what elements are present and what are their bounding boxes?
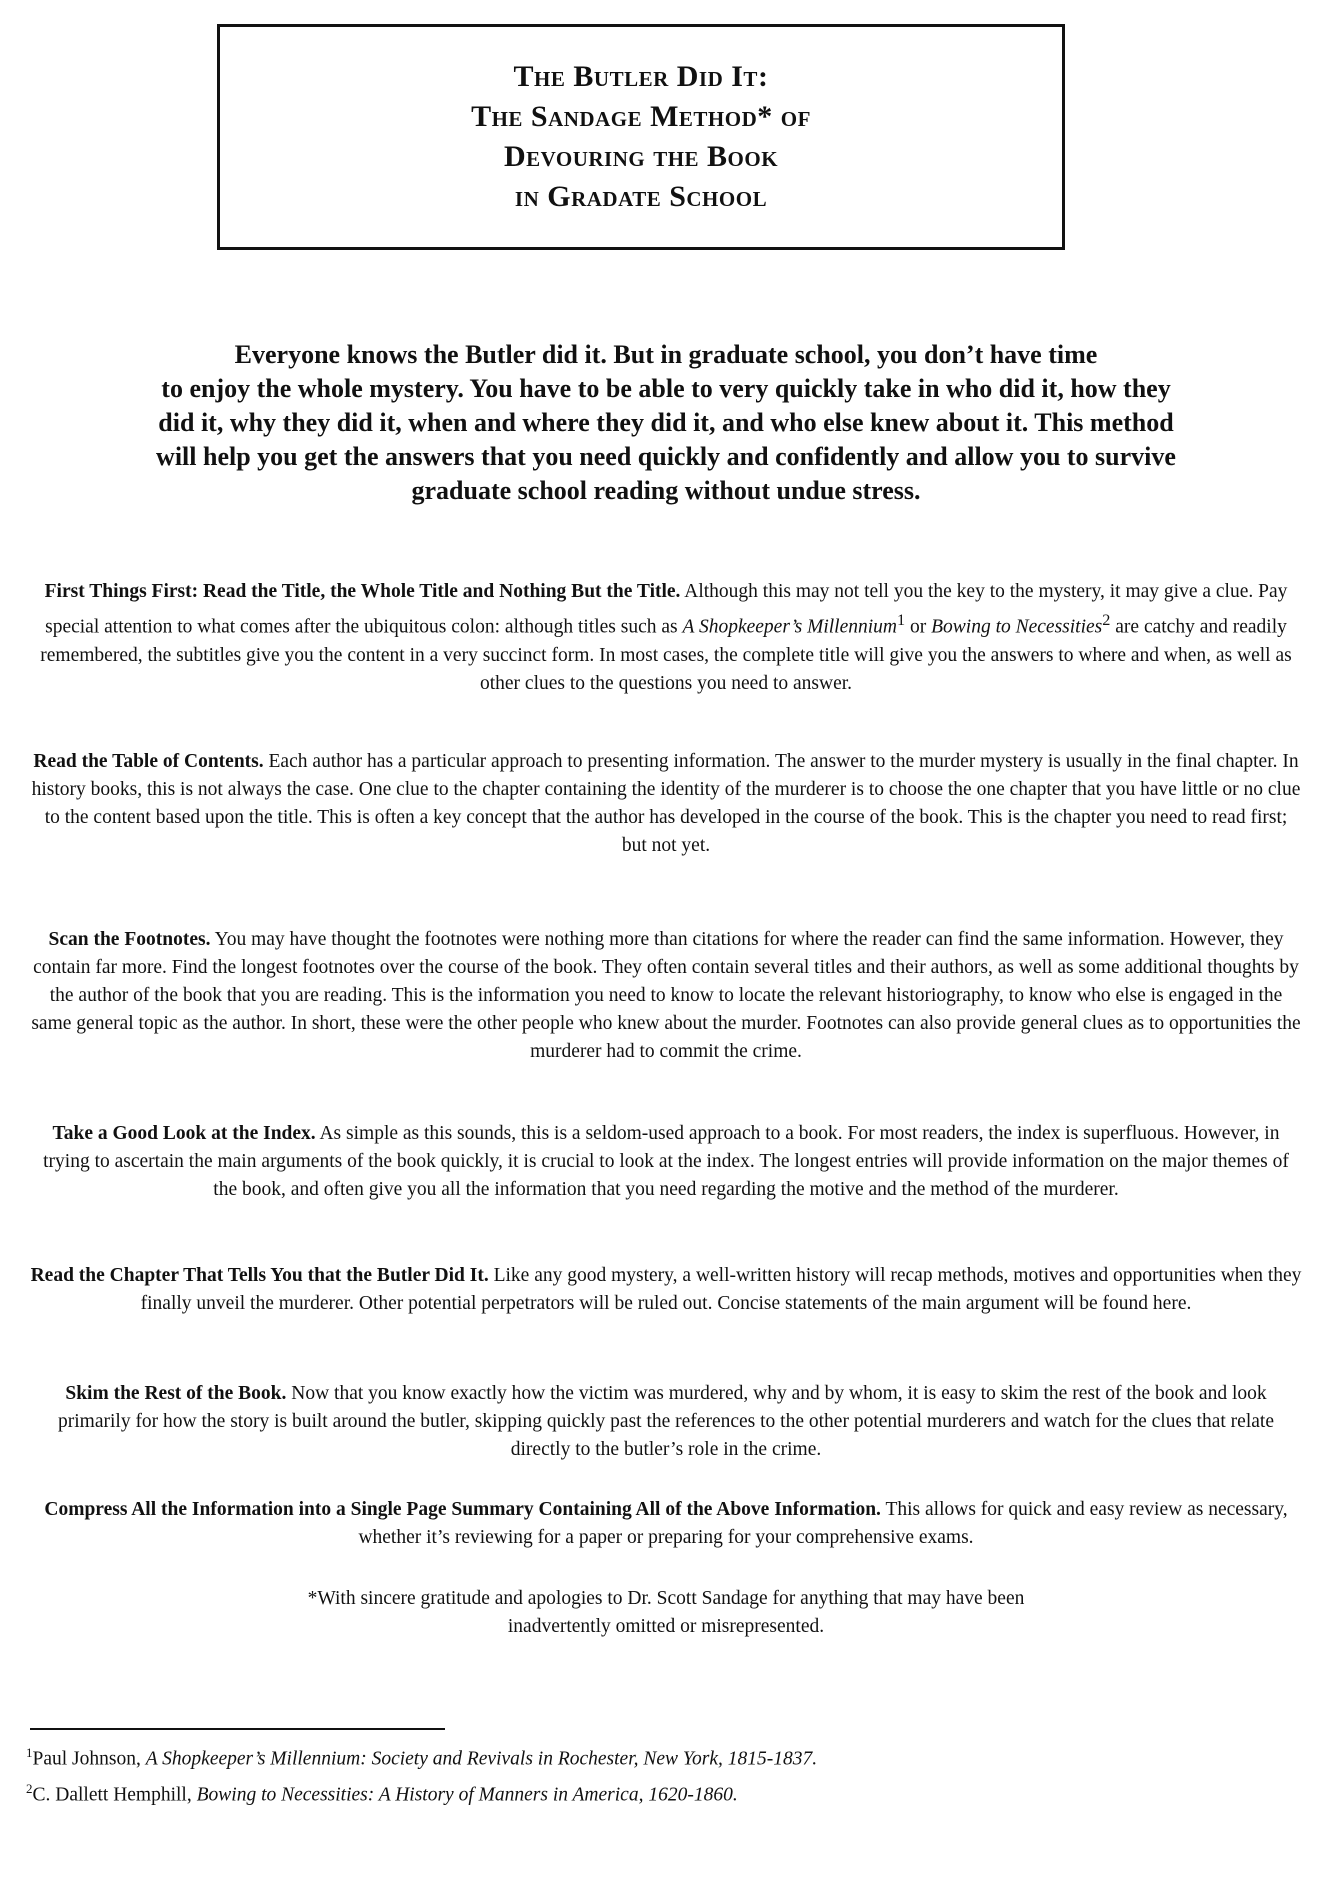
note-line: inadvertently omitted or misrepresented. bbox=[507, 1616, 825, 1637]
footnote-title: Bowing to Necessities: A History of Manners in America, 1620-1860. bbox=[196, 1784, 738, 1805]
title-line-4: in Gradate School bbox=[514, 180, 768, 213]
section-heading: Skim the Rest of the Book. bbox=[65, 1383, 287, 1404]
book-title: A Shopkeeper’s Millennium bbox=[682, 616, 897, 638]
section-heading: Take a Good Look at the Index. bbox=[52, 1123, 316, 1144]
footnote-ref: 2 bbox=[1102, 611, 1111, 629]
footnotes bbox=[26, 1738, 1126, 1809]
section-read-title bbox=[30, 578, 1302, 698]
title-line-3: Devouring the Book bbox=[503, 140, 779, 173]
section-heading: Compress All the Information into a Single Page Summary Containing All of the Above Information. bbox=[44, 1499, 881, 1520]
intro-line: will help you get the answers that you need quickly and confidently and allow you to survive bbox=[156, 442, 1176, 471]
section-compress bbox=[30, 1496, 1302, 1552]
footnote-number: 1 bbox=[26, 1745, 33, 1760]
footnote-divider bbox=[30, 1728, 445, 1730]
section-skim-rest bbox=[30, 1380, 1302, 1464]
section-index bbox=[30, 1120, 1302, 1204]
section-text: Like any good mystery, a well-written history will recap methods, motives and opportunities when they finally unveil the murderer. Other potential perpetrators will be ruled out. Concise statements of the main argument will be found here. bbox=[140, 1265, 1302, 1314]
section-heading: Read the Chapter That Tells You that the Butler Did It. bbox=[30, 1265, 489, 1286]
section-text: As simple as this sounds, this is a seldom-used approach to a book. For most readers, the index is superfluous. However, in trying to ascertain the main arguments of the book quickly, it is crucial to look at the index. The longest entries will provide information on the major themes of the book, and often give you all the information that you need regarding the motive and the method of the murderer. bbox=[43, 1123, 1289, 1200]
section-text: or bbox=[905, 616, 932, 638]
title-line-2: The Sandage Method* of bbox=[471, 100, 811, 133]
footnote-number: 2 bbox=[26, 1780, 33, 1796]
intro-line: did it, why they did it, when and where they did it, and who else knew about it. This method bbox=[158, 408, 1174, 437]
section-text: Now that you know exactly how the victim was murdered, why and by whom, it is easy to skim the rest of the book and look primarily for how the story is built around the butler, skipping quickly past the references to the other potential murderers and watch for the clues that relate directly to the butler’s role in the crime. bbox=[58, 1383, 1274, 1460]
section-text: You may have thought the footnotes were nothing more than citations for where the reader can find the same information. However, they contain far more. Find the longest footnotes over the course of the book. They often contain several titles and their authors, as well as some additional thoughts by the author of the book that you are reading. This is the information you need to know to locate the relevant historiography, to know who else is engaged in the same general topic as the author. In short, these were the other people who knew about the murder. Footnotes can also provide general clues as to opportunities the murderer had to commit the crime. bbox=[31, 929, 1301, 1062]
footnote-ref: 1 bbox=[896, 611, 906, 629]
intro-line: to enjoy the whole mystery. You have to be able to very quickly take in who did it, how they bbox=[161, 374, 1171, 403]
footnote-2 bbox=[26, 1774, 1126, 1810]
footnote-title: A Shopkeeper’s Millennium: Society and Revivals in Rochester, New York, 1815-1837. bbox=[145, 1748, 818, 1770]
section-text: are catchy and readily remembered, the subtitles give you the content in a very succinct form. In most cases, the complete title will give you the answers to where and when, as well as other clues to the questions you need to answer. bbox=[40, 616, 1292, 694]
note-line: *With sincere gratitude and apologies to Dr. Scott Sandage for anything that may have been bbox=[307, 1588, 1025, 1609]
intro-line: Everyone knows the Butler did it. But in graduate school, you don’t have time bbox=[234, 340, 1098, 369]
footnote-author: Paul Johnson, bbox=[32, 1748, 146, 1770]
section-footnotes bbox=[30, 926, 1302, 1066]
section-heading: Read the Table of Contents. bbox=[33, 751, 264, 772]
section-text: This allows for quick and easy review as necessary, whether it’s reviewing for a paper or preparing for your comprehensive exams. bbox=[358, 1499, 1288, 1548]
section-butler-chapter bbox=[30, 1262, 1302, 1318]
section-table-of-contents bbox=[30, 748, 1302, 860]
book-title: Bowing to Necessities bbox=[931, 616, 1103, 638]
section-text: Each author has a particular approach to presenting information. The answer to the murder mystery is usually in the final chapter. In history books, this is not always the case. One clue to the chapter containing the identity of the murderer is to choose the one chapter that you have little or no clue to the content based upon the title. This is often a key concept that the author has developed in the course of the book. This is the chapter you need to read first; but not yet. bbox=[31, 751, 1301, 856]
intro-paragraph bbox=[40, 338, 1292, 508]
section-heading: Scan the Footnotes. bbox=[48, 929, 211, 950]
footnote-author: C. Dallett Hemphill, bbox=[32, 1784, 197, 1805]
footnote-1 bbox=[26, 1738, 1126, 1774]
title-line-1: The Butler Did It: bbox=[513, 60, 769, 93]
section-heading: First Things First: Read the Title, the Whole Title and Nothing But the Title. bbox=[44, 581, 681, 602]
section-text: Although this may not tell you the key to the mystery, it may give a clue. Pay special attention to what comes after the ubiquitous colon: although titles such as bbox=[45, 581, 1288, 638]
intro-line: graduate school reading without undue stress. bbox=[411, 476, 921, 505]
title-box bbox=[217, 24, 1065, 250]
acknowledgement-note bbox=[170, 1585, 1162, 1641]
